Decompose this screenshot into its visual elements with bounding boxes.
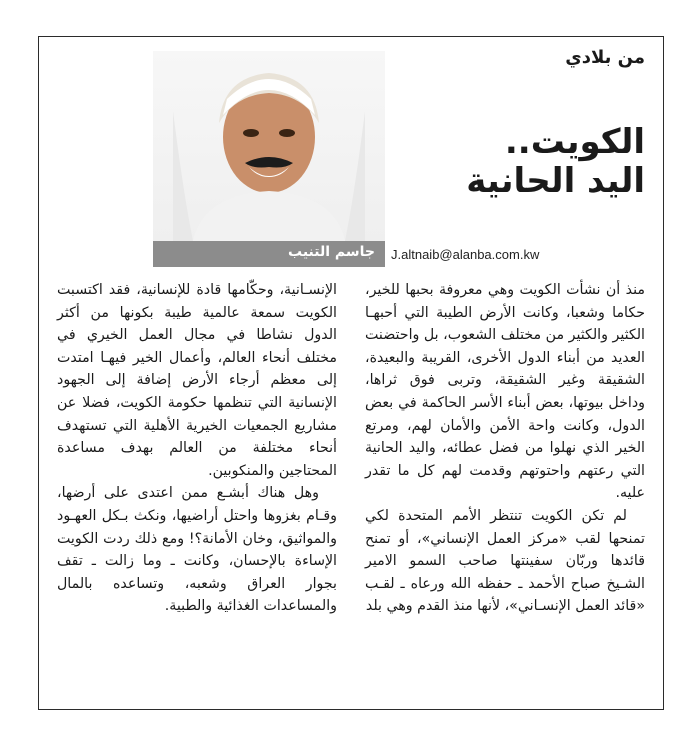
paragraph: الإنسـانية، وحكّامها قادة للإنسانية، فقد اكتسبت الكويت سمعة عالمية طيبة بكونها من أكثر الدول نشاطا في مجال العمل الخيري في مختلف أنحاء العالم، وأعمال الخير فيهـا امتدت إلى معظم أرجاء الأرض إضافة إلى الجهود الإنسانية التي تنظمها حكومة الكويت، فضلا عن مشاريع الجمعيات الخيرية الأهلية التي تستهدف أنحاء مختلفة من العالم بهدف مساعدة المحتاجين والمنكوبين. <box>57 282 337 479</box>
headline-line-2: اليد الحانية <box>466 161 645 202</box>
paragraph: منذ أن نشأت الكويت وهي معروفة بحبها للخير، حكاما وشعبا، وكانت الأرض الطيبة التي أحبهـا الكثير والكثير من مختلف الشعوب، بل واحتضنت العديد من أبناء الدول الأخرى، القريبة والبعيدة، الشقيقة وغير الشقيقة، وتربى فوق ثراها، وداخل بيوتها، بعض أبناء الأسر الحاكمة في بعض الدول، وكانت واحة الأمن والأمان لهم، ومرتع الخير الذي نهلوا من فضل عطائه، واليد الحانية التي رعتهم واحتوتهم وقدمت لهم كل ما تقدر عليه. <box>365 282 645 502</box>
headline-line-1: الكويت.. <box>504 122 645 162</box>
author-portrait-image <box>153 51 385 241</box>
article-column-left <box>57 279 337 618</box>
section-label: من بلادي <box>565 47 645 68</box>
article-frame <box>38 36 664 710</box>
author-email[interactable]: J.altnaib@alanba.com.kw <box>391 247 540 262</box>
article-headline <box>466 123 645 201</box>
paragraph: لم تكن الكويت تنتظر الأمم المتحدة لكي تمنحها لقب «مركز العمل الإنساني»، أو تمنح قائدها وربّان سفينتها صاحب السمو الامير الشـيخ صباح الأحمد ـ حفظه الله ورعاه ـ لقـب «قائد العمل الإنسـاني»، لأنها منذ القدم وهي بلد <box>365 507 645 615</box>
article-column-right <box>365 279 645 618</box>
author-photo <box>153 51 385 241</box>
paragraph: وهل هناك أبشـع ممن اعتدى على أرضها، وقـام بغزوها واحتل أراضيها، ونكث بـكل العهـود والمواثيق، وخان الأمانة؟! ومع ذلك ردت الكويت الإساءة بالإحسان، وكانت ـ وما زالت ـ تقف بجوار العراق وشعبه، وتساعده بالمال والمساعدات الغذائية والطبية. <box>57 485 337 615</box>
author-name: جاسم التنيب <box>288 244 375 260</box>
author-bar <box>153 241 385 267</box>
